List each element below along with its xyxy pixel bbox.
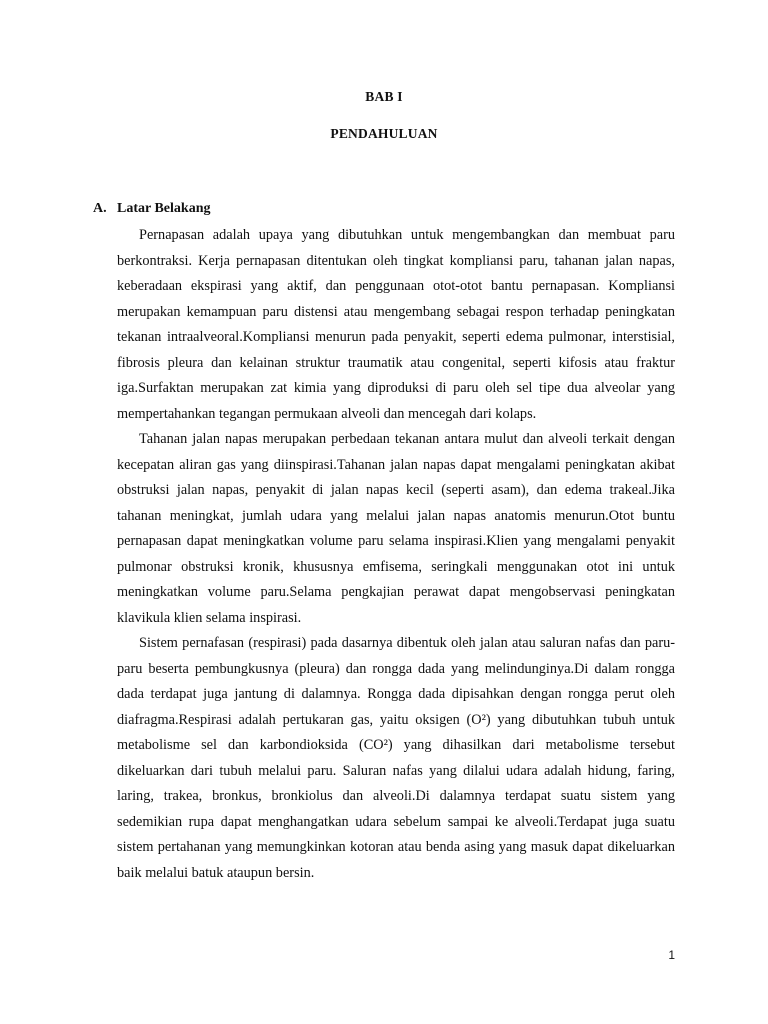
section-heading: [93, 201, 210, 217]
body-text: [117, 223, 675, 886]
section-heading-text: Latar Belakang: [117, 201, 211, 216]
paragraph: Pernapasan adalah upaya yang dibutuhkan untuk mengembangkan dan membuat paru berkontraksi. Kerja pernapasan ditentukan oleh tingkat kompliansi paru, tahanan jalan napas, keberadaan ekspirasi yang aktif, dan penggunaan otot-otot bantu pernapasan. Kompliansi merupakan kemampuan paru distensi atau mengembang sebagai respon terhadap peningkatan tekanan intraalveoral.Kompliansi menurun pada penyakit, seperti edema pulmonar, interstisial, fibrosis pleura dan kelainan struktur traumatik atau congenital, seperti kifosis atau fraktur iga.Surfaktan merupakan zat kimia yang diproduksi di paru oleh sel tipe dua alveolar yang mempertahankan tegangan permukaan alveoli dan mencegah dari kolaps.: [117, 227, 675, 422]
section-letter: A.: [93, 201, 107, 216]
page-number: 1: [668, 948, 675, 962]
paragraph: Tahanan jalan napas merupakan perbedaan tekanan antara mulut dan alveoli terkait dengan kecepatan aliran gas yang diinspirasi.Tahanan jalan napas dapat mengalami peningkatan akibat obstruksi jalan napas, penyakit di jalan napas kecil (seperti asam), dan edema trakeal.Jika tahanan meningkat, jumlah udara yang melalui jalan napas anatomis menurun.Otot buntu pernapasan dapat meningkatkan volume paru selama inspirasi.Klien yang mengalami penyakit pulmonar obstruksi kronik, khususnya emfisema, seringkali menggunakan otot ini untuk meningkatkan volume paru.Selama pengkajian perawat dapat mengobservasi peningkatan klavikula klien selama inspirasi.: [117, 431, 675, 626]
chapter-title: PENDAHULUAN: [330, 126, 438, 141]
chapter-label: BAB I: [365, 89, 403, 104]
paragraph: Sistem pernafasan (respirasi) pada dasarnya dibentuk oleh jalan atau saluran nafas dan paru-paru beserta pembungkusnya (pleura) dan rongga dada yang melindunginya.Di dalam rongga dada terdapat juga jantung di dalamnya. Rongga dada dipisahkan dengan rongga perut oleh diafragma.Respirasi adalah pertukaran gas, yaitu oksigen (O²) yang dibutuhkan tubuh untuk metabolisme sel dan karbondioksida (CO²) yang dihasilkan dari metabolisme tersebut dikeluarkan dari tubuh melalui paru. Saluran nafas yang dilalui udara adalah hidung, faring, laring, trakea, bronkus, bronkiolus dan alveoli.Di dalamnya terdapat suatu sistem yang sedemikian rupa dapat menghangatkan udara sebelum sampai ke alveoli.Terdapat juga suatu sistem pertahanan yang memungkinkan kotoran atau benda asing yang masuk dapat dikeluarkan baik melalui batuk ataupun bersin.: [117, 635, 675, 881]
